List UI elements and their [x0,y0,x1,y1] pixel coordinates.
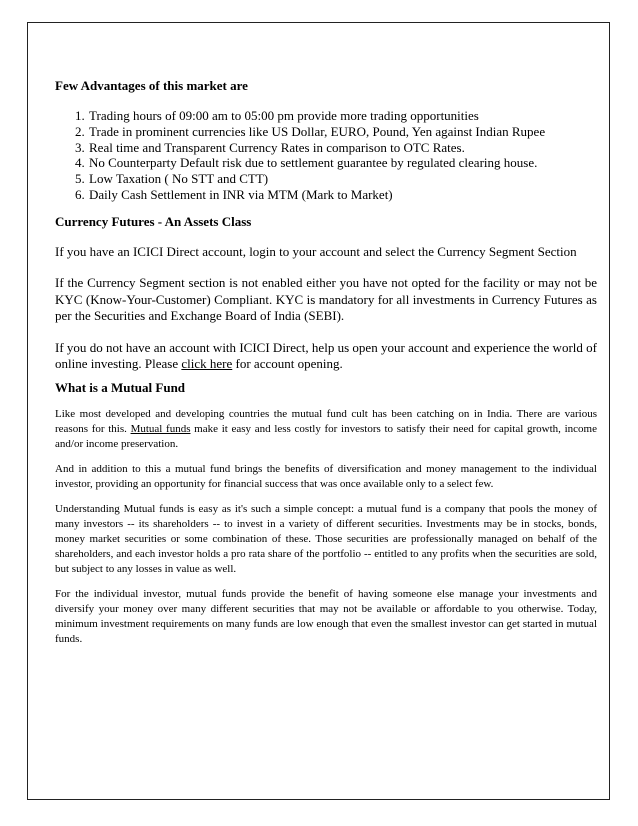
mutual-fund-paragraph-1 [55,407,597,452]
list-item-number: 3. [75,139,85,155]
list-item [55,171,597,187]
paragraph-text: Like most developed and developing countries the mutual fund cult has been catching on in India. There are various reasons for this. [55,407,597,435]
list-item [55,140,597,156]
mutual-funds-link[interactable]: Mutual funds [130,422,191,435]
list-item-text: No Counterparty Default risk due to settlement guarantee by regulated clearing house. [89,155,538,171]
list-item [55,108,597,124]
list-item [55,187,597,203]
currency-futures-paragraph-1: If you have an ICICI Direct account, login to your account and select the Currency Segment Section [55,243,577,259]
paragraph-text: for account opening. [232,356,343,372]
document-content [55,78,597,647]
paragraph-text: make it easy and less costly for investors to satisfy their need for capital growth, income and/or income preservation. [55,422,597,450]
currency-futures-paragraph-2: If the Currency Segment section is not enabled either you have not opted for the facility or may not be KYC (Know-Your-Customer) Compliant. KYC is mandatory for all investments in Currency Futures as per the Securities and Exchange Board of India (SEBI). [55,275,597,324]
list-item [55,124,597,140]
list-item-text: Real time and Transparent Currency Rates in comparison to OTC Rates. [89,139,465,155]
list-item [55,155,597,171]
currency-futures-paragraph-3 [55,340,597,373]
list-item-text: Low Taxation ( No STT and CTT) [89,171,269,187]
mutual-fund-paragraph-2: And in addition to this a mutual fund brings the benefits of diversification and money management to the individual investor, providing an opportunity for financial success that was once available only to a select few. [55,462,597,490]
list-item-number: 2. [75,123,85,139]
mutual-fund-paragraph-3: Understanding Mutual funds is easy as it's such a simple concept: a mutual fund is a company that pools the money of many investors -- its shareholders -- to invest in a variety of different securities. Investments may be in stocks, bonds, money market securities or some combination of these. Those securities are professionally managed on behalf of the shareholders, and each investor holds a pro rata share of the portfolio -- entitled to any profits when the securities are sold, but subject to any losses in value as well. [55,502,597,575]
mutual-fund-paragraph-4: For the individual investor, mutual funds provide the benefit of having someone else manage your investments and diversify your money over many different securities that may not be available or affordable to you otherwise. Today, minimum investment requirements on many funds are low enough that even the smallest investor can get started in mutual funds. [55,587,597,645]
list-item-number: 5. [75,171,85,187]
list-item-text: Daily Cash Settlement in INR via MTM (Mark to Market) [89,186,393,202]
paragraph-text: If you do not have an account with ICICI Direct, help us open your account and experience the world of online investing. Please [55,339,597,372]
advantages-list [55,108,597,203]
advantages-heading: Few Advantages of this market are [55,78,248,93]
list-item-number: 1. [75,108,85,123]
list-item-text: Trading hours of 09:00 am to 05:00 pm provide more trading opportunities [89,108,479,123]
list-item-number: 6. [75,186,85,202]
list-item-text: Trade in prominent currencies like US Dollar, EURO, Pound, Yen against Indian Rupee [89,123,546,139]
currency-futures-heading: Currency Futures - An Assets Class [55,213,252,229]
list-item-number: 4. [75,155,85,171]
mutual-fund-heading: What is a Mutual Fund [55,379,186,395]
click-here-link[interactable]: click here [181,356,233,372]
